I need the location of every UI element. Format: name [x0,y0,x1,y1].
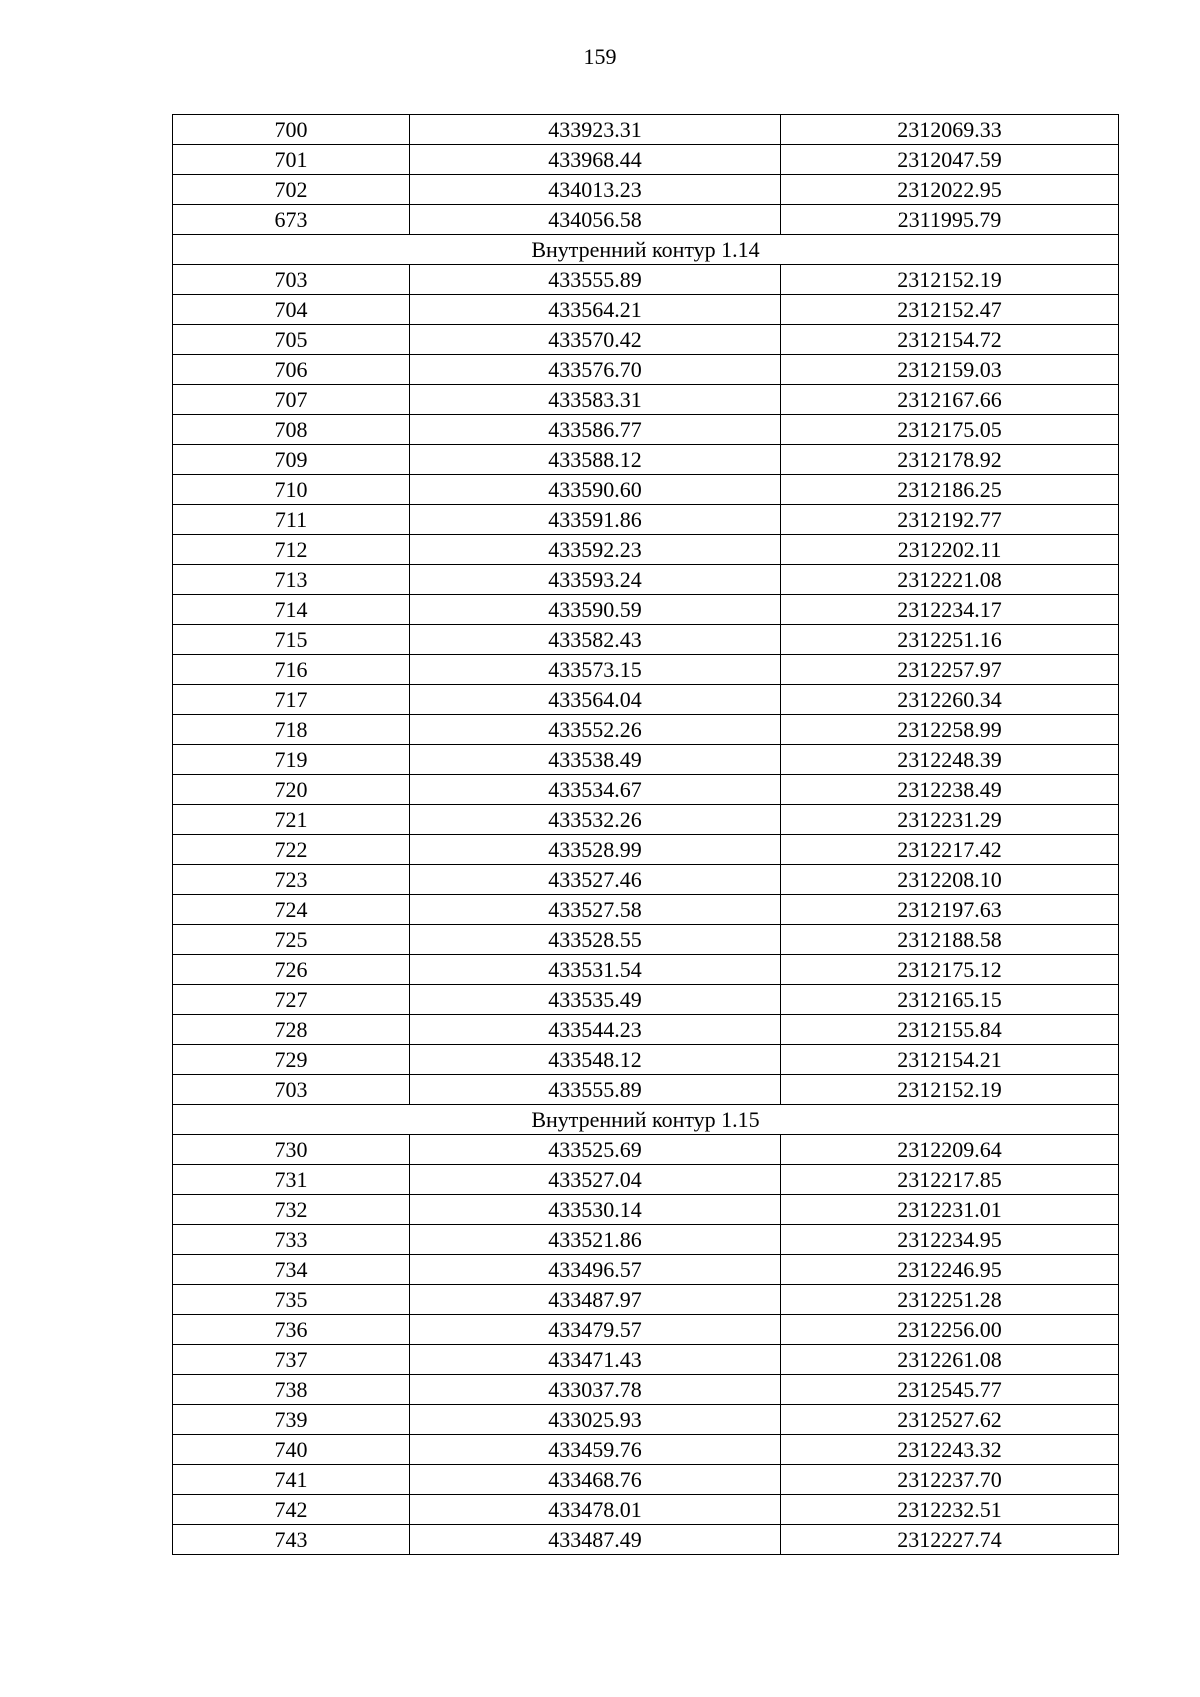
point-number-cell: 709 [173,445,410,475]
x-coordinate-cell: 434013.23 [410,175,781,205]
x-coordinate-cell: 433531.54 [410,955,781,985]
x-coordinate-cell: 433527.58 [410,895,781,925]
x-coordinate-cell: 433592.23 [410,535,781,565]
x-coordinate-cell: 433521.86 [410,1225,781,1255]
table-row [173,325,1119,355]
table-row [173,595,1119,625]
y-coordinate-cell: 2312175.05 [781,415,1119,445]
y-coordinate-cell: 2312175.12 [781,955,1119,985]
x-coordinate-cell: 433968.44 [410,145,781,175]
table-row [173,1345,1119,1375]
x-coordinate-cell: 433552.26 [410,715,781,745]
table-row [173,205,1119,235]
table-row [173,1045,1119,1075]
point-number-cell: 712 [173,535,410,565]
y-coordinate-cell: 2312246.95 [781,1255,1119,1285]
coordinates-table [172,114,1119,1555]
y-coordinate-cell: 2312234.95 [781,1225,1119,1255]
y-coordinate-cell: 2312231.29 [781,805,1119,835]
point-number-cell: 704 [173,295,410,325]
x-coordinate-cell: 433532.26 [410,805,781,835]
x-coordinate-cell: 433590.60 [410,475,781,505]
point-number-cell: 705 [173,325,410,355]
x-coordinate-cell: 433591.86 [410,505,781,535]
table-row [173,805,1119,835]
table-row [173,1075,1119,1105]
table-row [173,385,1119,415]
y-coordinate-cell: 2311995.79 [781,205,1119,235]
point-number-cell: 724 [173,895,410,925]
table-row [173,1375,1119,1405]
table-row [173,415,1119,445]
table-row [173,715,1119,745]
x-coordinate-cell: 433576.70 [410,355,781,385]
point-number-cell: 737 [173,1345,410,1375]
table-row [173,745,1119,775]
y-coordinate-cell: 2312251.28 [781,1285,1119,1315]
x-coordinate-cell: 433479.57 [410,1315,781,1345]
table-row [173,175,1119,205]
y-coordinate-cell: 2312152.47 [781,295,1119,325]
x-coordinate-cell: 433459.76 [410,1435,781,1465]
section-title: Внутренний контур 1.15 [173,1105,1119,1135]
y-coordinate-cell: 2312186.25 [781,475,1119,505]
table-row [173,445,1119,475]
point-number-cell: 702 [173,175,410,205]
y-coordinate-cell: 2312152.19 [781,265,1119,295]
x-coordinate-cell: 433037.78 [410,1375,781,1405]
y-coordinate-cell: 2312178.92 [781,445,1119,475]
point-number-cell: 733 [173,1225,410,1255]
y-coordinate-cell: 2312217.85 [781,1165,1119,1195]
y-coordinate-cell: 2312167.66 [781,385,1119,415]
table-row [173,1465,1119,1495]
point-number-cell: 673 [173,205,410,235]
table-row [173,685,1119,715]
y-coordinate-cell: 2312208.10 [781,865,1119,895]
point-number-cell: 721 [173,805,410,835]
y-coordinate-cell: 2312227.74 [781,1525,1119,1555]
x-coordinate-cell: 433593.24 [410,565,781,595]
point-number-cell: 713 [173,565,410,595]
table-row [173,1195,1119,1225]
table-row [173,1285,1119,1315]
y-coordinate-cell: 2312545.77 [781,1375,1119,1405]
point-number-cell: 717 [173,685,410,715]
y-coordinate-cell: 2312257.97 [781,655,1119,685]
section-title: Внутренний контур 1.14 [173,235,1119,265]
point-number-cell: 703 [173,265,410,295]
table-row [173,1165,1119,1195]
y-coordinate-cell: 2312202.11 [781,535,1119,565]
y-coordinate-cell: 2312152.19 [781,1075,1119,1105]
table-row [173,1015,1119,1045]
point-number-cell: 730 [173,1135,410,1165]
x-coordinate-cell: 433487.97 [410,1285,781,1315]
x-coordinate-cell: 433527.04 [410,1165,781,1195]
section-header-row [173,235,1119,265]
y-coordinate-cell: 2312237.70 [781,1465,1119,1495]
point-number-cell: 715 [173,625,410,655]
y-coordinate-cell: 2312243.32 [781,1435,1119,1465]
table-row [173,565,1119,595]
table-row [173,985,1119,1015]
table-row [173,1225,1119,1255]
x-coordinate-cell: 433586.77 [410,415,781,445]
point-number-cell: 728 [173,1015,410,1045]
y-coordinate-cell: 2312022.95 [781,175,1119,205]
y-coordinate-cell: 2312248.39 [781,745,1119,775]
point-number-cell: 707 [173,385,410,415]
x-coordinate-cell: 433582.43 [410,625,781,655]
table-row [173,145,1119,175]
point-number-cell: 736 [173,1315,410,1345]
y-coordinate-cell: 2312258.99 [781,715,1119,745]
x-coordinate-cell: 433555.89 [410,265,781,295]
x-coordinate-cell: 433588.12 [410,445,781,475]
table-row [173,1405,1119,1435]
y-coordinate-cell: 2312165.15 [781,985,1119,1015]
x-coordinate-cell: 433573.15 [410,655,781,685]
y-coordinate-cell: 2312238.49 [781,775,1119,805]
point-number-cell: 741 [173,1465,410,1495]
y-coordinate-cell: 2312155.84 [781,1015,1119,1045]
point-number-cell: 725 [173,925,410,955]
point-number-cell: 703 [173,1075,410,1105]
y-coordinate-cell: 2312256.00 [781,1315,1119,1345]
y-coordinate-cell: 2312209.64 [781,1135,1119,1165]
y-coordinate-cell: 2312231.01 [781,1195,1119,1225]
x-coordinate-cell: 433923.31 [410,115,781,145]
table-row [173,505,1119,535]
point-number-cell: 735 [173,1285,410,1315]
table-row [173,865,1119,895]
y-coordinate-cell: 2312217.42 [781,835,1119,865]
x-coordinate-cell: 433538.49 [410,745,781,775]
point-number-cell: 719 [173,745,410,775]
y-coordinate-cell: 2312154.72 [781,325,1119,355]
table-row [173,475,1119,505]
page-number: 159 [583,44,617,69]
y-coordinate-cell: 2312192.77 [781,505,1119,535]
x-coordinate-cell: 433590.59 [410,595,781,625]
table-row [173,1525,1119,1555]
x-coordinate-cell: 433528.99 [410,835,781,865]
table-row [173,1315,1119,1345]
point-number-cell: 701 [173,145,410,175]
x-coordinate-cell: 433548.12 [410,1045,781,1075]
x-coordinate-cell: 433525.69 [410,1135,781,1165]
y-coordinate-cell: 2312261.08 [781,1345,1119,1375]
x-coordinate-cell: 433527.46 [410,865,781,895]
x-coordinate-cell: 433496.57 [410,1255,781,1285]
point-number-cell: 716 [173,655,410,685]
table-row [173,955,1119,985]
x-coordinate-cell: 433471.43 [410,1345,781,1375]
table-row [173,625,1119,655]
y-coordinate-cell: 2312069.33 [781,115,1119,145]
y-coordinate-cell: 2312251.16 [781,625,1119,655]
point-number-cell: 740 [173,1435,410,1465]
x-coordinate-cell: 433555.89 [410,1075,781,1105]
y-coordinate-cell: 2312188.58 [781,925,1119,955]
y-coordinate-cell: 2312159.03 [781,355,1119,385]
table-row [173,1495,1119,1525]
table-row [173,535,1119,565]
point-number-cell: 743 [173,1525,410,1555]
x-coordinate-cell: 433528.55 [410,925,781,955]
point-number-cell: 727 [173,985,410,1015]
point-number-cell: 723 [173,865,410,895]
y-coordinate-cell: 2312527.62 [781,1405,1119,1435]
x-coordinate-cell: 433564.04 [410,685,781,715]
x-coordinate-cell: 433570.42 [410,325,781,355]
coordinates-table-body [173,115,1119,1555]
point-number-cell: 700 [173,115,410,145]
table-row [173,655,1119,685]
table-row [173,265,1119,295]
y-coordinate-cell: 2312232.51 [781,1495,1119,1525]
point-number-cell: 714 [173,595,410,625]
point-number-cell: 708 [173,415,410,445]
table-row [173,925,1119,955]
y-coordinate-cell: 2312154.21 [781,1045,1119,1075]
point-number-cell: 706 [173,355,410,385]
x-coordinate-cell: 433025.93 [410,1405,781,1435]
table-row [173,115,1119,145]
x-coordinate-cell: 433468.76 [410,1465,781,1495]
y-coordinate-cell: 2312221.08 [781,565,1119,595]
point-number-cell: 738 [173,1375,410,1405]
y-coordinate-cell: 2312234.17 [781,595,1119,625]
point-number-cell: 731 [173,1165,410,1195]
point-number-cell: 742 [173,1495,410,1525]
x-coordinate-cell: 433530.14 [410,1195,781,1225]
table-row [173,775,1119,805]
x-coordinate-cell: 433487.49 [410,1525,781,1555]
x-coordinate-cell: 433478.01 [410,1495,781,1525]
table-row [173,1255,1119,1285]
point-number-cell: 718 [173,715,410,745]
x-coordinate-cell: 433535.49 [410,985,781,1015]
table-row [173,835,1119,865]
point-number-cell: 711 [173,505,410,535]
point-number-cell: 732 [173,1195,410,1225]
point-number-cell: 710 [173,475,410,505]
y-coordinate-cell: 2312047.59 [781,145,1119,175]
table-row [173,1135,1119,1165]
table-row [173,295,1119,325]
x-coordinate-cell: 433534.67 [410,775,781,805]
table-row [173,355,1119,385]
table-row [173,1435,1119,1465]
y-coordinate-cell: 2312260.34 [781,685,1119,715]
y-coordinate-cell: 2312197.63 [781,895,1119,925]
table-row [173,895,1119,925]
x-coordinate-cell: 433583.31 [410,385,781,415]
point-number-cell: 739 [173,1405,410,1435]
point-number-cell: 726 [173,955,410,985]
section-header-row [173,1105,1119,1135]
x-coordinate-cell: 433564.21 [410,295,781,325]
x-coordinate-cell: 433544.23 [410,1015,781,1045]
point-number-cell: 720 [173,775,410,805]
point-number-cell: 729 [173,1045,410,1075]
x-coordinate-cell: 434056.58 [410,205,781,235]
point-number-cell: 734 [173,1255,410,1285]
point-number-cell: 722 [173,835,410,865]
